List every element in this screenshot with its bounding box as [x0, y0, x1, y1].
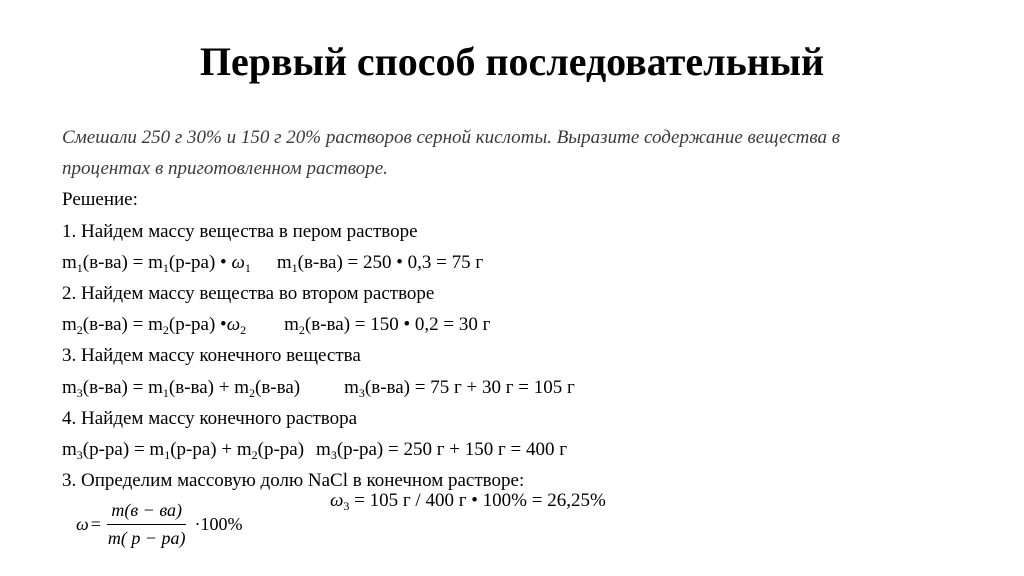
mass-fraction-formula — [76, 500, 243, 549]
problem-line-2: процентах в приготовленном растворе. — [62, 158, 388, 180]
step-1: 1. Найдем массу вещества в пером растворе — [62, 220, 418, 242]
equation-4: $m_3(р-ра) = m_1(р-ра) + m_2(р-ра) m_3(р-ра) = 250$ г + 150 г = 400 г — [62, 438, 568, 462]
equation-1: $m_1(в-ва) = m_1(р-ра)$ • $\omega_1$ $m_1(в-ва) = 250$ • 0,3 = 75 г — [62, 251, 484, 275]
formula-equals: = — [90, 514, 101, 535]
result-subscript: 3 — [343, 499, 350, 514]
slide-title: Первый способ последовательный — [199, 39, 825, 84]
omega-symbol: ω — [76, 514, 89, 535]
slide-body — [62, 122, 962, 558]
problem-line-1: Смешали 250 г 30% и 150 г 20% растворов серной кислоты. Выразите содержание вещества в — [62, 127, 840, 148]
equation-3: $m_3(в-ва) = m_1(в-ва) + m_2(в-ва) m_3(в-ва) = 75$ г + 30 г = 105 г — [62, 376, 575, 400]
fraction-denominator: m( p − pa) — [107, 528, 186, 549]
fraction-numerator: m(в − ва) — [107, 500, 186, 525]
equation-2: $m_2(в-ва) = m_2(р-ра)$ $•\omega_2$ $m_2(в-ва) = 150$ • 0,2 = 30 г — [62, 314, 491, 338]
step-5: 3. Определим массовую долю NaCl в конечном растворе: — [62, 470, 525, 492]
result-omega: ω — [330, 490, 344, 512]
fraction — [104, 500, 190, 549]
solution-label: Решение: — [62, 189, 138, 211]
step-3: 3. Найдем массу конечного вещества — [62, 345, 361, 367]
step-4: 4. Найдем массу конечного раствора — [62, 407, 358, 429]
step-2: 2. Найдем массу вещества во втором растворе — [62, 282, 435, 304]
result-value: = 105 г / 400 г • 100% = 26,25% — [349, 490, 606, 512]
formula-result — [330, 490, 606, 512]
formula-row — [62, 490, 962, 558]
formula-multiplier: ·100% — [194, 514, 243, 535]
